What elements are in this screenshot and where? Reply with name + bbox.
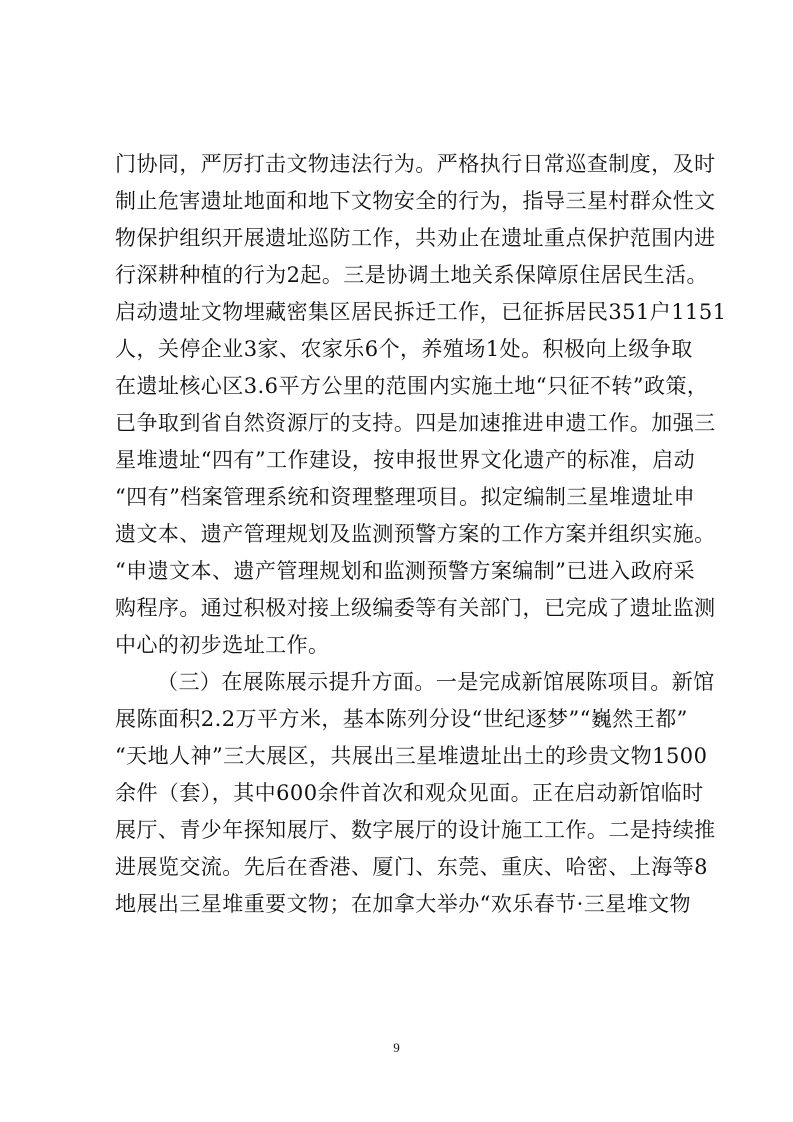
text-line: 在遗址核心区3.6平方公里的范围内实施土地“只征不转”政策， — [115, 374, 709, 398]
text-line: 人，关停企业3家、农家乐6个，养殖场1处。积极向上级争取 — [115, 337, 693, 361]
text-line: “天地人神”三大展区，共展出三星堆遗址出土的珍贵文物1500 — [115, 744, 708, 768]
text-line: 展陈面积2.2万平方米，基本陈列分设“世纪逐梦”“巍然王都” — [115, 707, 688, 731]
text-line: 制止危害遗址地面和地下文物安全的行为，指导三星村群众性文 — [115, 189, 716, 213]
text-line: 星堆遗址“四有”工作建设，按申报世界文化遗产的标准，启动 — [115, 448, 696, 472]
text-line: 进展览交流。先后在香港、厦门、东莞、重庆、哈密、上海等8 — [115, 855, 708, 879]
text-line: 余件（套），其中600余件首次和观众见面。正在启动新馆临时 — [115, 781, 704, 805]
text-line: 门协同，严厉打击文物违法行为。严格执行日常巡查制度，及时 — [115, 152, 716, 176]
text-line: 展厅、青少年探知展厅、数字展厅的设计施工工作。二是持续推 — [115, 818, 716, 842]
text-line: 购程序。通过积极对接上级编委等有关部门，已完成了遗址监测 — [115, 596, 716, 620]
text-line: “申遗文本、遗产管理规划和监测预警方案编制”已进入政府采 — [115, 559, 696, 583]
text-line: 物保护组织开展遗址巡防工作，共劝止在遗址重点保护范围内进 — [115, 226, 716, 250]
section-heading-line: （三）在展陈展示提升方面。一是完成新馆展陈项目。新馆 — [157, 670, 715, 694]
text-line: 启动遗址文物埋藏密集区居民拆迁工作，已征拆居民351户1151 — [115, 300, 727, 324]
text-line: 已争取到省自然资源厅的支持。四是加速推进申遗工作。加强三 — [115, 411, 716, 435]
document-body — [115, 146, 727, 923]
text-line: 行深耕种植的行为2起。三是协调土地关系保障原住居民生活。 — [115, 263, 708, 287]
text-line: “四有”档案管理系统和资理整理项目。拟定编制三星堆遗址申 — [115, 485, 696, 509]
text-line: 中心的初步选址工作。 — [115, 633, 330, 657]
text-line: 地展出三星堆重要文物；在加拿大举办“欢乐春节·三星堆文物 — [115, 892, 692, 916]
text-line: 遗文本、遗产管理规划及监测预警方案的工作方案并组织实施。 — [115, 522, 716, 546]
page-number: 9 — [393, 1040, 400, 1055]
